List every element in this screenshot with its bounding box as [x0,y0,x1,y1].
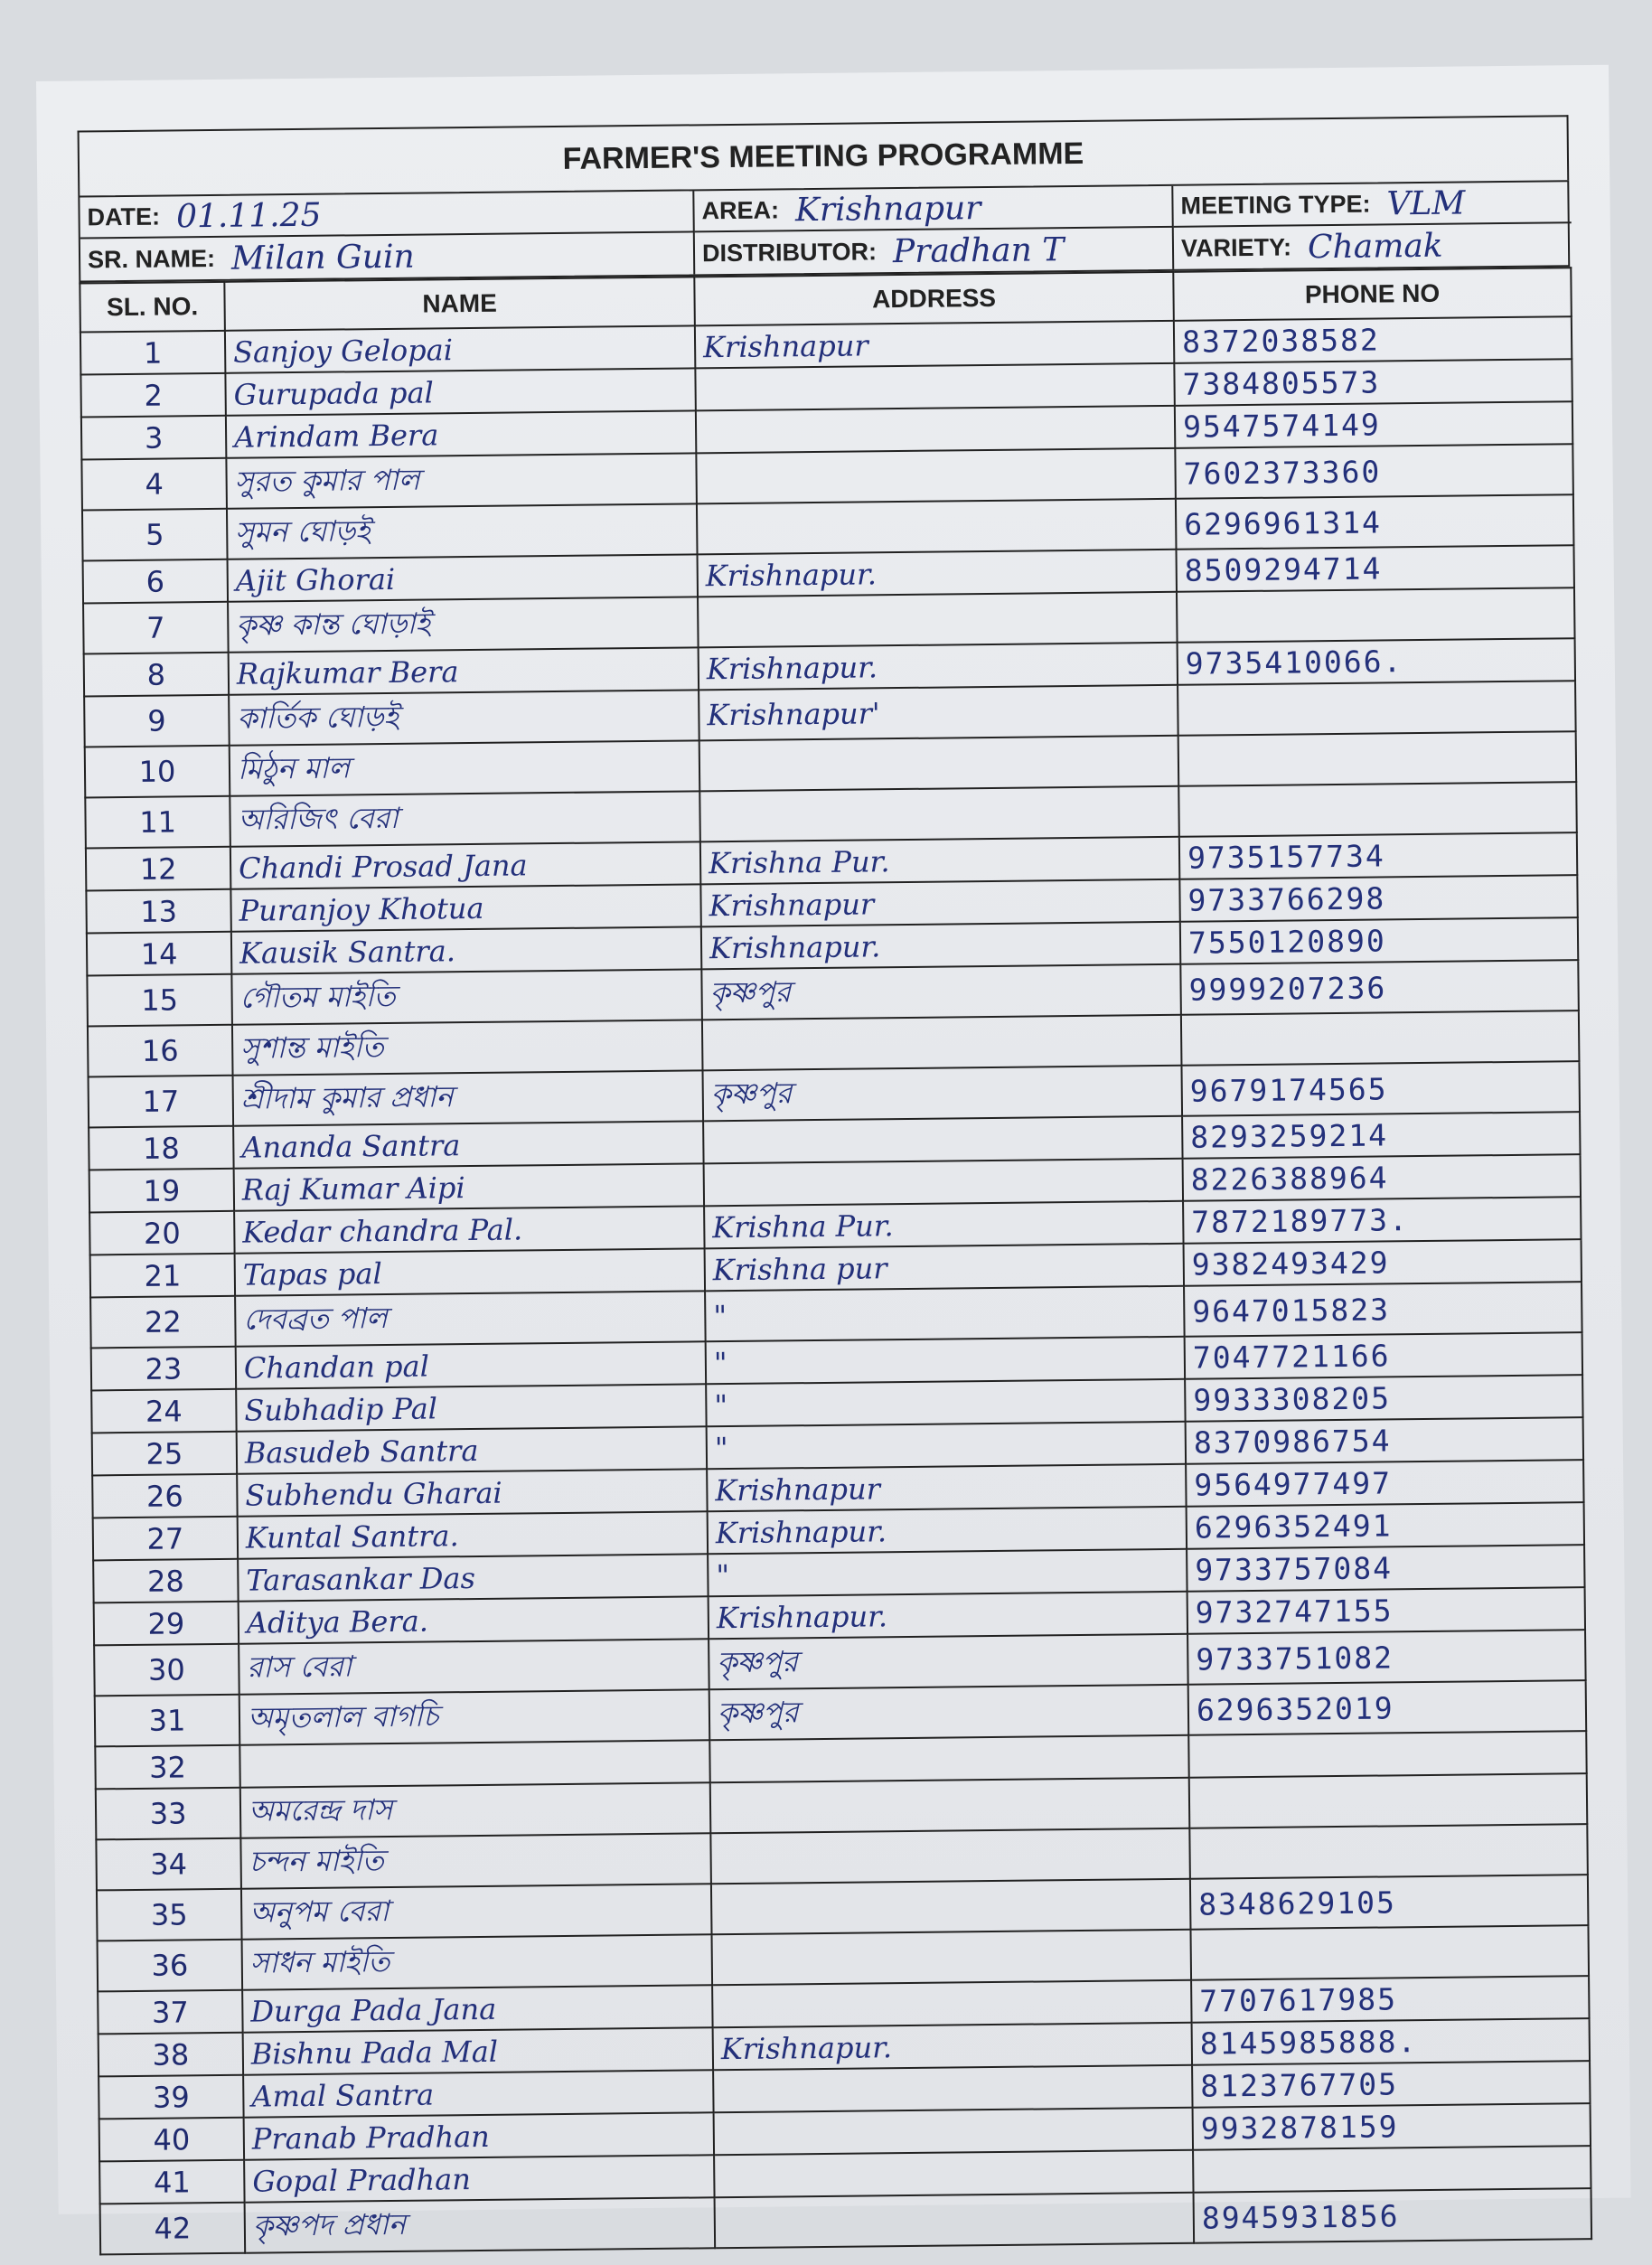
row-phone: 9733757084 [1187,1545,1584,1592]
row-name: Basudeb Santra [237,1426,707,1473]
row-sl-no: 17 [89,1076,234,1128]
row-address: Krishnapur. [699,643,1178,691]
row-sl-no: 14 [87,932,231,976]
row-name: Sanjoy Gelopai [225,325,695,372]
row-name: কৃষ্ণপদ প্রধান [245,2197,716,2252]
row-phone: 9382493429 [1184,1239,1582,1286]
row-phone: 9932878159 [1193,2103,1591,2150]
distributor-value: Pradhan T [892,230,1065,270]
row-address: Krishnapur. [701,922,1180,970]
row-phone: 8145985888. [1192,2018,1590,2065]
row-phone: 6296352019 [1188,1680,1587,1735]
row-address [713,2065,1192,2113]
row-name: কৃষ্ণ কান্ত ঘোড়াই [228,597,699,652]
row-address [696,448,1176,504]
row-phone: 8293259214 [1182,1112,1580,1159]
row-sl-no: 26 [92,1474,237,1518]
row-address [712,1930,1192,1986]
variety-label: VARIETY: [1180,232,1292,262]
row-sl-no: 20 [89,1211,234,1255]
row-address: কৃষ্ণপুর [709,1685,1189,1741]
row-sl-no: 30 [94,1644,239,1696]
row-address: " [706,1337,1185,1385]
row-phone: 8226388964 [1183,1154,1581,1201]
row-phone: 8348629105 [1190,1875,1589,1930]
row-name: সুমন ঘোড়ই [227,503,698,559]
row-address [699,786,1179,842]
row-address: " [706,1379,1185,1427]
row-phone: 6296352491 [1187,1502,1584,1549]
row-sl-no: 1 [80,331,225,375]
area-value: Krishnapur [794,189,981,229]
row-name: চন্দন মাইতি [240,1833,711,1888]
row-sl-no: 6 [83,559,228,604]
area-field [694,186,1173,233]
row-address: Krishnapur [707,1464,1186,1512]
row-phone: 9547574149 [1175,401,1572,448]
row-address: Krishna Pur. [704,1201,1183,1249]
row-phone: 9735157734 [1179,832,1577,879]
form-title: FARMER'S MEETING PROGRAMME [78,115,1570,195]
row-sl-no: 28 [93,1559,238,1603]
row-sl-no: 24 [91,1389,236,1433]
row-name: অমরেন্দ্র দাস [240,1782,711,1837]
row-sl-no: 27 [93,1517,238,1561]
farmer-table [79,267,1592,2255]
row-name: Arindam Bera [226,410,696,457]
variety-value: Chamak [1307,227,1443,266]
row-address [696,406,1175,454]
row-sl-no: 5 [82,509,228,561]
row-address [704,1159,1183,1207]
col-sl-no: SL. NO. [80,282,225,333]
row-address: Krishnapur. [708,1507,1187,1555]
row-name: Durga Pada Jana [242,1985,712,2032]
row-address: কৃষ্ণপুর [703,1066,1183,1122]
row-address [709,1735,1188,1783]
row-sl-no: 29 [94,1602,239,1646]
row-phone: 9735410066. [1178,638,1575,685]
row-sl-no: 21 [90,1254,235,1298]
row-sl-no: 25 [92,1432,237,1476]
row-sl-no: 31 [95,1695,240,1747]
row-phone: 9679174565 [1181,1061,1580,1116]
row-sl-no: 3 [81,416,226,460]
row-address: Krishnapur [695,321,1174,369]
distributor-field [695,228,1174,275]
sr-name-value: Milan Guin [230,238,415,277]
area-label: AREA: [701,195,780,224]
row-phone: 7707617985 [1191,1976,1589,2023]
row-phone [1178,681,1576,736]
row-phone [1189,1773,1588,1828]
row-address: Krishnapur [700,879,1179,927]
row-address: Krishnapur' [699,685,1178,741]
row-address [714,2150,1193,2198]
row-address [698,592,1178,648]
row-address: " [707,1422,1186,1470]
row-phone: 7602373360 [1175,444,1573,499]
row-name: Rajkumar Bera [229,647,699,694]
row-address [710,1828,1190,1884]
row-name: Kuntal Santra. [238,1511,708,1558]
row-name: মিঠুন মাল [230,740,700,795]
row-name: অনুপম বেরা [241,1884,712,1939]
row-sl-no: 41 [99,2160,244,2204]
row-phone: 9647015823 [1184,1282,1582,1337]
row-phone: 8123767705 [1192,2061,1590,2108]
row-sl-no: 38 [99,2033,243,2077]
row-phone [1177,587,1575,643]
row-name: Chandan pal [236,1341,706,1388]
meeting-type-label: MEETING TYPE: [1180,190,1371,220]
row-address [710,1778,1190,1834]
meeting-type-field [1173,182,1571,228]
row-address [714,2108,1193,2156]
paper-sheet [36,65,1631,2246]
date-field [80,191,694,239]
row-sl-no: 39 [99,2075,243,2119]
row-sl-no: 35 [97,1889,242,1941]
row-sl-no: 33 [96,1788,241,1840]
row-sl-no: 7 [83,602,229,654]
row-name: Gurupada pal [225,368,695,415]
row-address [699,736,1179,792]
row-sl-no: 32 [95,1745,239,1790]
row-name: অরিজিৎ বেরা [230,791,700,846]
row-address [702,1015,1182,1071]
row-address [711,1879,1191,1935]
row-name: Gopal Pradhan [244,2155,714,2202]
row-address: " [705,1286,1185,1342]
row-phone: 9733766298 [1179,875,1577,922]
col-address: ADDRESS [694,272,1174,326]
row-sl-no: 42 [100,2203,246,2255]
row-name: Subhadip Pal [236,1384,706,1431]
row-sl-no: 13 [86,889,230,934]
row-sl-no: 18 [89,1126,233,1170]
row-name [239,1740,709,1787]
row-sl-no: 10 [85,746,230,798]
date-label: DATE: [87,202,161,230]
row-phone: 7047721166 [1185,1332,1582,1379]
table-body [80,316,1591,2254]
row-name: কার্তিক ঘোড়ই [229,690,699,745]
row-phone: 8945931856 [1194,2188,1592,2243]
row-address: Krishnapur. [709,1592,1187,1640]
row-name: Chandi Prosad Jana [230,841,700,888]
row-name: অমৃতলাল বাগচি [239,1689,710,1744]
row-sl-no: 22 [90,1296,236,1349]
row-phone: 8372038582 [1174,316,1572,363]
row-address [715,2193,1195,2249]
row-address: Krishna Pur. [700,837,1179,885]
row-address: " [708,1549,1187,1597]
row-address: কৃষ্ণপুর [709,1634,1188,1690]
form-header [78,180,1570,282]
row-sl-no: 36 [98,1940,243,1992]
variety-field [1174,223,1572,269]
row-name: শ্রীদাম কুমার প্রধান [233,1070,704,1125]
row-sl-no: 40 [99,2118,244,2162]
row-phone [1178,782,1577,837]
row-address: Krishnapur. [713,2023,1192,2071]
row-phone: 9564977497 [1186,1460,1583,1507]
row-phone: 9733751082 [1187,1630,1586,1685]
row-address [697,499,1177,555]
row-address [695,363,1174,411]
row-name: Raj Kumar Aipi [234,1163,704,1210]
row-phone: 9999207236 [1180,960,1579,1015]
row-name: Subhendu Gharai [237,1469,707,1516]
row-phone [1181,1010,1580,1066]
row-name: Bishnu Pada Mal [243,2027,713,2074]
row-phone: 8509294714 [1176,545,1573,592]
row-address: Krishnapur. [698,550,1177,597]
row-sl-no: 9 [84,695,230,747]
row-phone [1178,731,1577,786]
row-name: Pranab Pradhan [244,2112,714,2159]
row-phone: 8370986754 [1186,1417,1583,1464]
meeting-type-value: VLM [1386,183,1466,222]
row-phone: 7872189773. [1183,1197,1581,1244]
row-name: Ananda Santra [233,1121,703,1168]
row-name: Kedar chandra Pal. [234,1206,704,1253]
row-address: Krishna pur [705,1244,1184,1292]
row-sl-no: 12 [86,847,230,891]
row-phone: 7550120890 [1180,917,1578,964]
row-sl-no: 19 [89,1169,234,1213]
row-phone [1190,1925,1589,1980]
row-name: সুশান্ত মাইতি [232,1020,703,1075]
row-address [712,1980,1191,2028]
row-name: Tarasankar Das [238,1554,708,1601]
row-sl-no: 37 [98,1990,242,2035]
date-value: 01.11.25 [175,196,322,235]
row-phone [1189,1824,1588,1879]
row-name: Ajit Ghorai [228,554,698,601]
row-name: Puranjoy Khotua [230,884,700,931]
row-address: কৃষ্ণপুর [701,964,1181,1020]
row-name: সাধন মাইতি [242,1934,713,1989]
row-name: রাস বেরা [239,1639,709,1694]
row-name: Tapas pal [235,1248,705,1295]
row-sl-no: 2 [80,373,225,418]
row-phone: 7384805573 [1174,359,1572,406]
form-sheet [78,115,1591,2255]
row-sl-no: 8 [84,653,229,697]
row-sl-no: 16 [88,1025,233,1077]
row-phone: 9933308205 [1185,1375,1582,1422]
row-sl-no: 4 [81,458,227,511]
row-name: গৌতম মাইতি [231,969,702,1024]
row-name: সুরত কুমার পাল [226,453,697,508]
row-phone: 6296961314 [1176,494,1574,550]
row-name: দেবব্রত পাল [235,1291,706,1346]
col-phone: PHONE NO [1173,268,1572,321]
row-phone [1188,1731,1586,1778]
row-sl-no: 11 [85,796,230,849]
row-name: Kausik Santra. [231,926,701,973]
sr-name-label: SR. NAME: [87,244,216,273]
col-name: NAME [224,277,695,330]
row-sl-no: 34 [96,1838,241,1891]
row-phone [1193,2146,1591,2193]
row-sl-no: 23 [91,1347,236,1391]
row-sl-no: 15 [87,974,232,1027]
row-name: Aditya Bera. [239,1596,709,1643]
row-name: Amal Santra [243,2070,713,2117]
row-phone: 9732747155 [1187,1587,1585,1634]
sr-name-field [80,232,695,280]
row-address [703,1116,1182,1164]
distributor-label: DISTRIBUTOR: [701,237,878,267]
